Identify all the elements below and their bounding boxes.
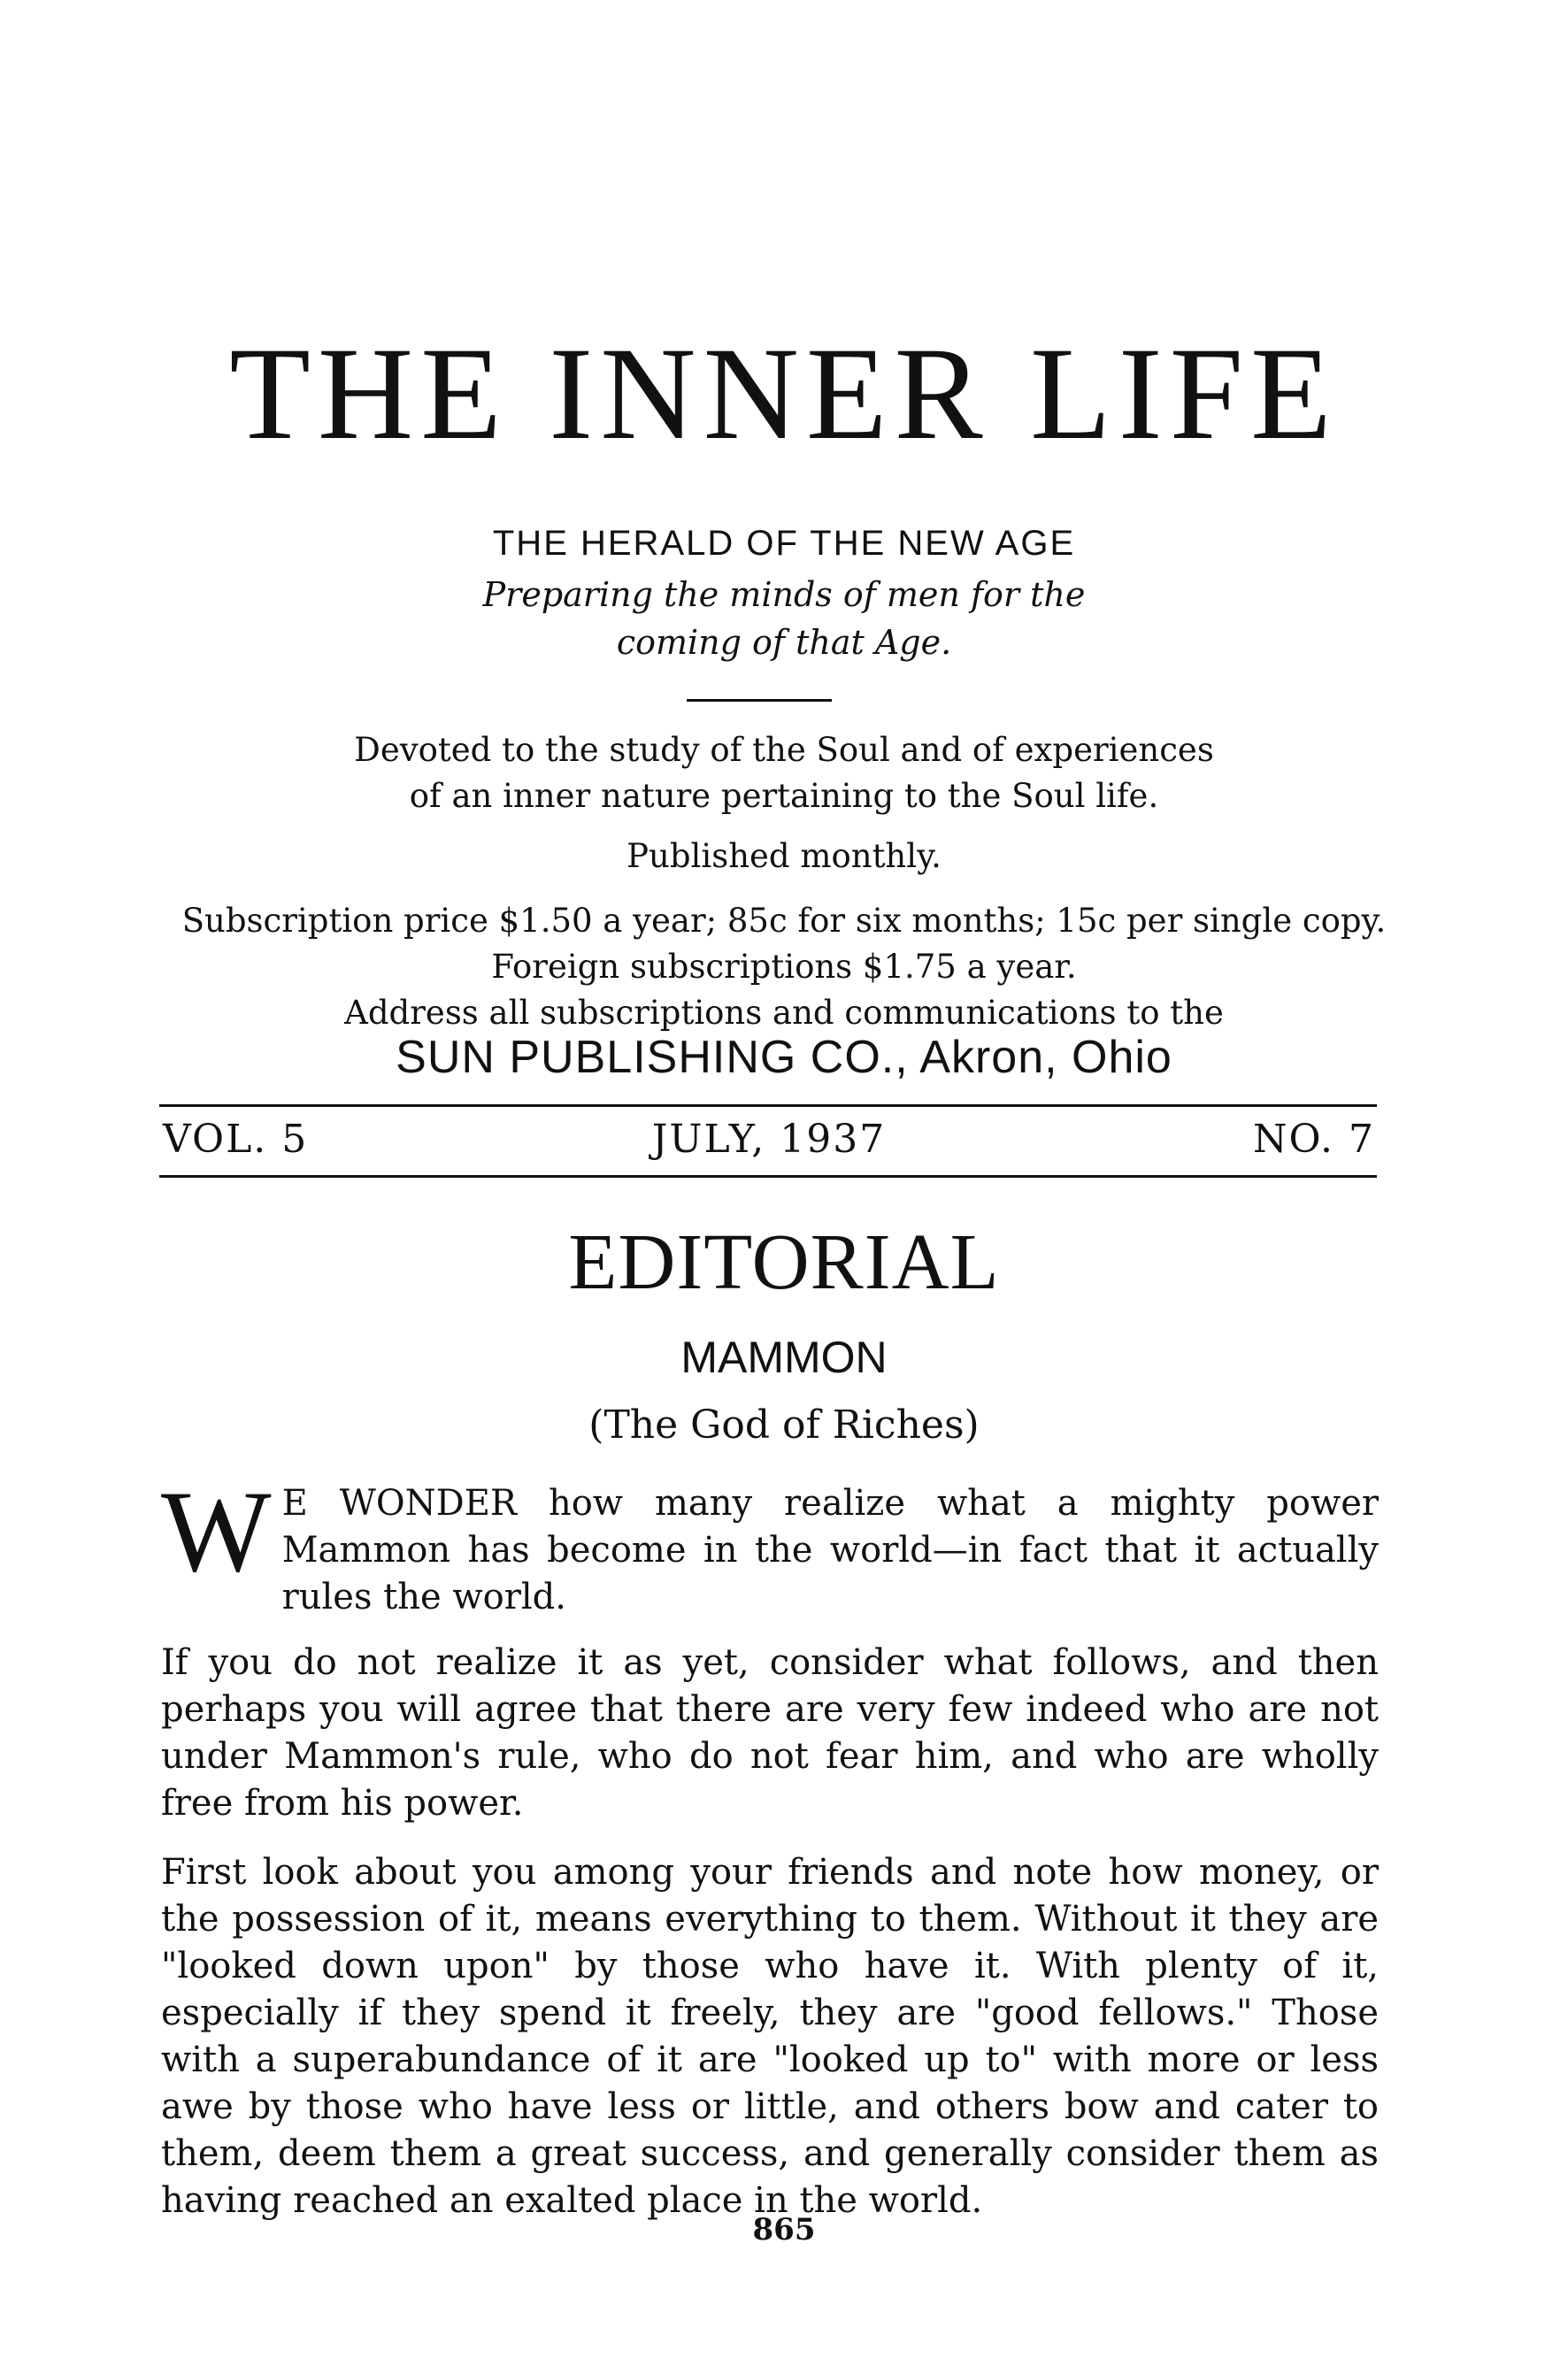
- subscription-price: Subscription price $1.50 a year; 85c for six months; 15c per single copy.: [181, 902, 1387, 940]
- motto-line-1: Preparing the minds of men for the: [482, 575, 1086, 614]
- magazine-subtitle: THE HERALD OF THE NEW AGE: [492, 524, 1076, 563]
- issue-number: NO. 7: [1253, 1117, 1375, 1162]
- volume-label: VOL. 5: [163, 1117, 309, 1162]
- paragraph-3: First look about you among your friends and note how money, or the possession of it, means everything to them. Without it they are "looked down upon" by those who have it. With plenty of it, especially if they spend it freely, they are "good fellows." Those with a superabundance of it are "looked up to" with more or less awe by those who have less or little, and others bow and cater to them, deem them a great success, and generally consider them as having reached an exalted place in the world.: [161, 1852, 1379, 2221]
- magazine-title: THE INNER LIFE: [229, 320, 1339, 467]
- article-subtitle: (The God of Riches): [588, 1402, 980, 1448]
- paragraph-1: [161, 1466, 1379, 1621]
- motto-line-2: coming of that Age.: [616, 623, 952, 662]
- issue-date: JULY, 1937: [651, 1117, 887, 1162]
- devoted-line-2: of an inner nature pertaining to the Soul life.: [409, 777, 1159, 815]
- paragraph-2: If you do not realize it as yet, consider what follows, and then perhaps you will agree that there are very few indeed who are not under Mammon's rule, who do not fear him, and who are wholly free from his power.: [161, 1642, 1379, 1824]
- publisher-name: SUN PUBLISHING CO., Akron, Ohio: [396, 1032, 1172, 1083]
- top-rule: [159, 1104, 1377, 1107]
- article-title: MAMMON: [680, 1333, 888, 1382]
- motto: [0, 571, 1568, 666]
- devoted-line-1: Devoted to the study of the Soul and of experiences: [354, 731, 1214, 769]
- short-divider: [687, 699, 832, 702]
- bottom-rule: [159, 1175, 1377, 1178]
- section-heading: EDITORIAL: [568, 1218, 1000, 1306]
- address-note: Address all subscriptions and communications to the: [344, 994, 1224, 1032]
- publication-frequency: Published monthly.: [626, 837, 942, 875]
- drop-cap: W: [161, 1466, 272, 1596]
- foreign-subscription: Foreign subscriptions $1.75 a year.: [491, 948, 1077, 986]
- paragraph-1-text: E WONDER how many realize what a mighty power Mammon has become in the world—in fact that it actually rules the world.: [281, 1483, 1379, 1617]
- page-number: 865: [752, 2212, 816, 2247]
